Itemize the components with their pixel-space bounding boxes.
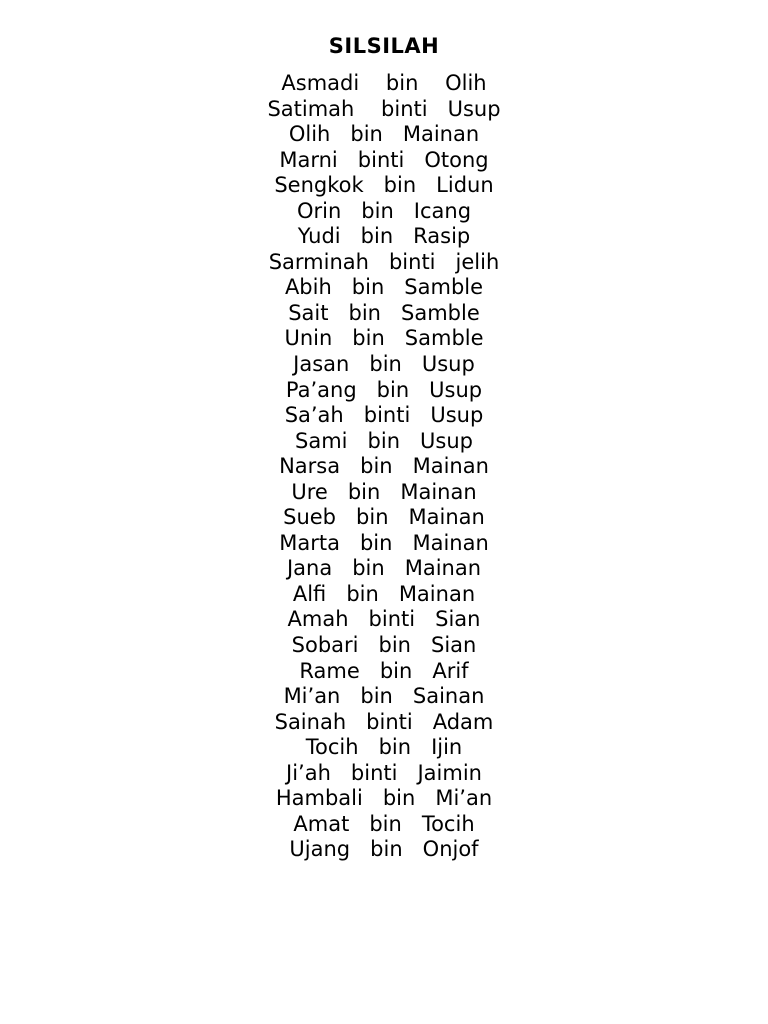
genealogy-entry: Sobari bin Sian: [291, 633, 477, 658]
genealogy-entry: Orin bin Icang: [296, 198, 472, 223]
genealogy-entry: Pa’ang bin Usup: [285, 377, 483, 402]
genealogy-entry: Jasan bin Usup: [293, 352, 475, 377]
genealogy-entry: Rame bin Arif: [299, 658, 469, 683]
genealogy-entry: Jana bin Mainan: [286, 556, 482, 581]
genealogy-entry: Alfi bin Mainan: [292, 581, 476, 606]
genealogy-entry: Tocih bin Ijin: [305, 735, 463, 760]
genealogy-entry: Amat bin Tocih: [293, 811, 475, 836]
genealogy-entry: Sa’ah binti Usup: [284, 403, 484, 428]
genealogy-entry: Hambali bin Mi’an: [275, 786, 493, 811]
genealogy-entry: Abih bin Samble: [284, 275, 484, 300]
genealogy-entry: Sait bin Samble: [288, 300, 480, 325]
genealogy-entry: Ujang bin Onjof: [289, 837, 479, 862]
genealogy-entry: Sengkok bin Lidun: [274, 173, 494, 198]
genealogy-entry: Yudi bin Rasip: [297, 224, 471, 249]
genealogy-entry: Sainah binti Adam: [274, 709, 494, 734]
genealogy-entry: Ji’ah binti Jaimin: [286, 760, 482, 785]
genealogy-entry: Amah binti Sian: [287, 607, 481, 632]
genealogy-entry: Satimah binti Usup: [267, 96, 501, 121]
genealogy-entry: Mi’an bin Sainan: [283, 684, 485, 709]
genealogy-entry: Narsa bin Mainan: [279, 454, 489, 479]
genealogy-entry: Sueb bin Mainan: [283, 505, 485, 530]
genealogy-entry: Unin bin Samble: [284, 326, 484, 351]
genealogy-entry: Sami bin Usup: [295, 428, 473, 453]
document-title: SILSILAH: [328, 34, 440, 58]
genealogy-entry: Asmadi bin Olih: [281, 71, 487, 95]
genealogy-entry: Sarminah binti jelih: [268, 249, 500, 274]
genealogy-entry: Ure bin Mainan: [291, 479, 477, 504]
genealogy-entry: Olih bin Mainan: [288, 122, 480, 147]
genealogy-entry: Marta bin Mainan: [279, 530, 489, 555]
genealogy-list: [0, 71, 768, 863]
genealogy-entry: Marni binti Otong: [279, 147, 489, 172]
